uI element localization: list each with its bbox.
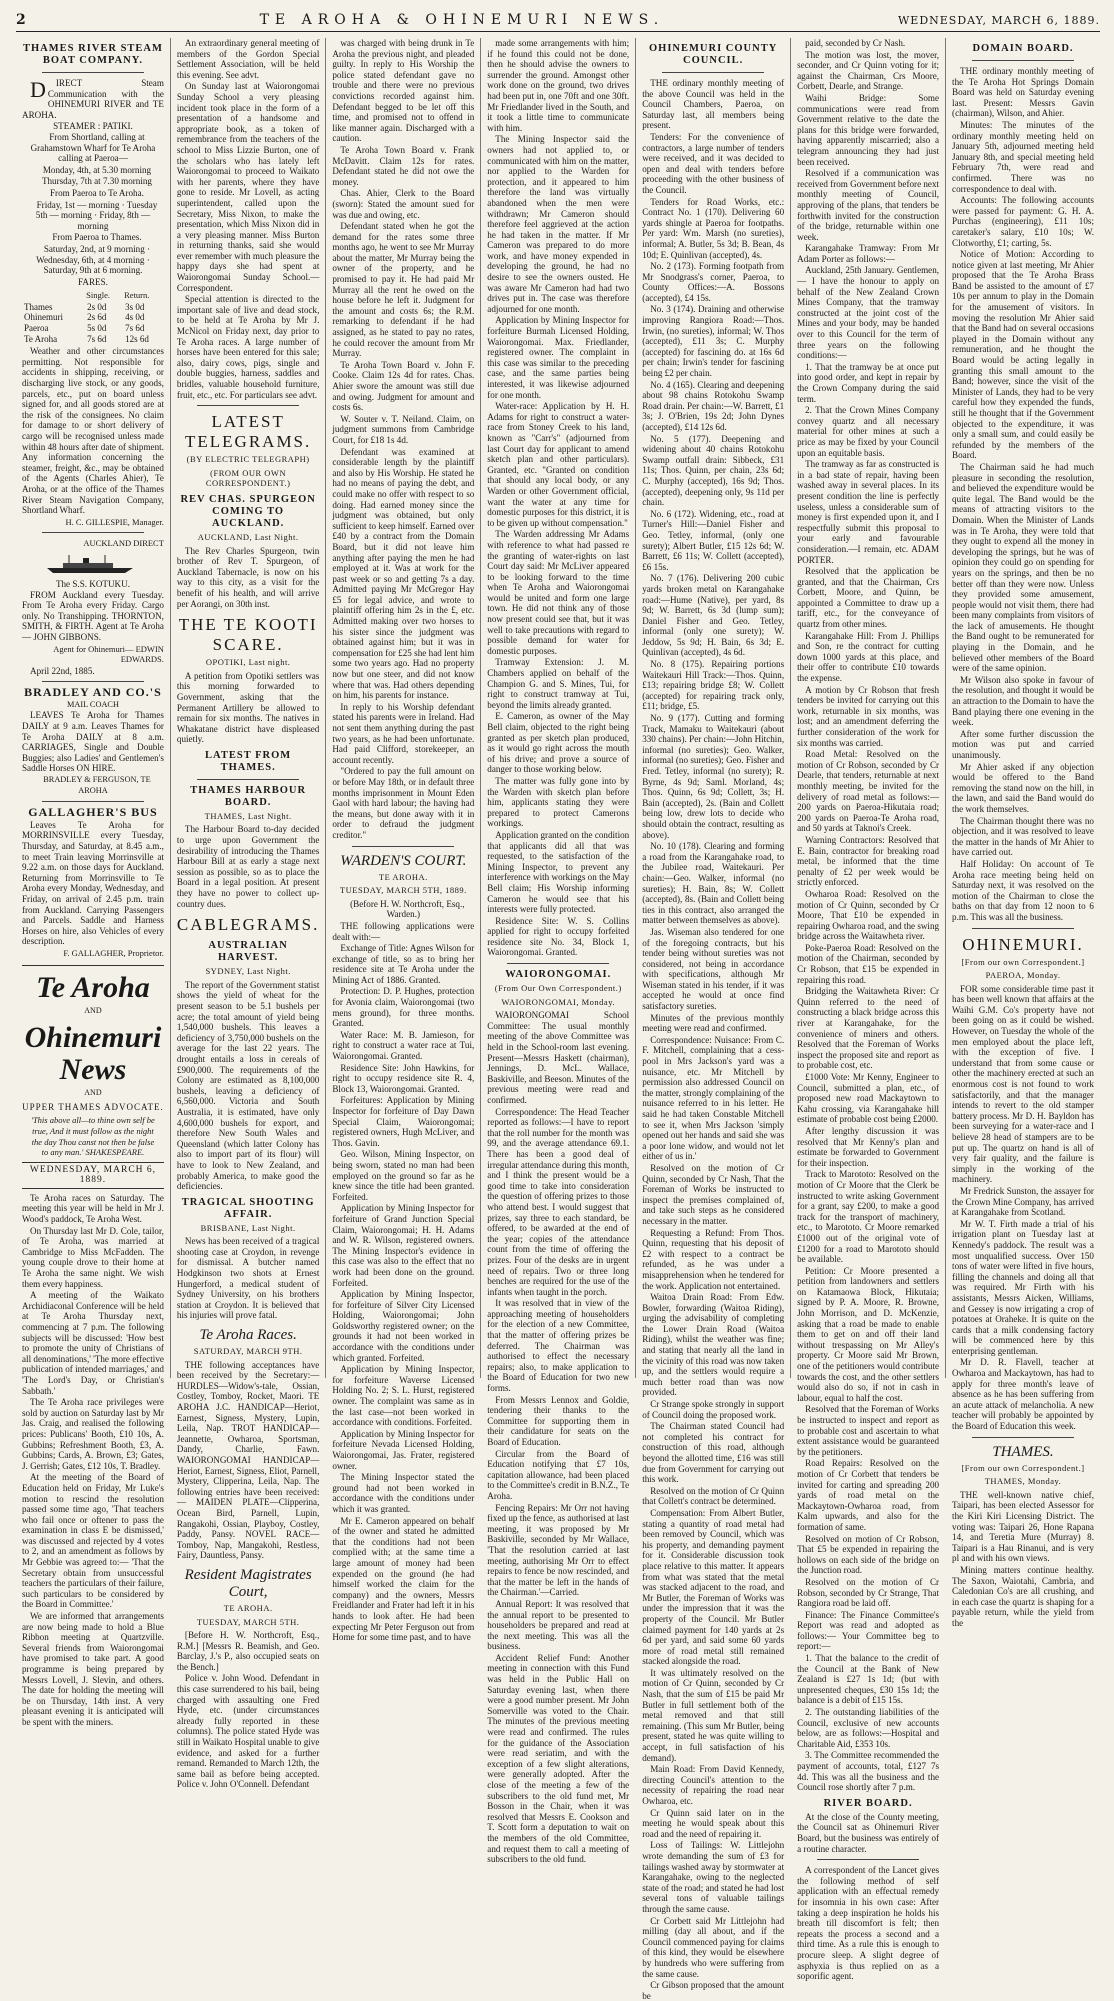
columns [16, 38, 1100, 2001]
local-news-item: Te Aroha races on Saturday. The meeting this year will be held in Mr J. Wood's paddock, Te Aroha West. [22, 1192, 164, 1225]
latest-telegrams-heading: LATEST TELEGRAMS. [185, 412, 312, 452]
council-paragraph: Auckland, 25th January. Gentlemen,— I have the honour to apply on behalf of the New Zealand Crown Mines Company, that the tramway constructed at the joint cost of the Mines and your body, may be handed over to this Council for the term of three years on the following conditions:— [797, 265, 940, 361]
council-paragraph: A motion by Cr Robson that fresh tenders be invited for carrying out this work, returnable in six months, was lost; and an amendment deferring the further consideration of the work for six months was carried. [797, 684, 940, 748]
council-paragraph: Tenders for Road Works, etc.: Contract No. 1 (170). Delivering 60 yards shingle at Paeroa for footpaths. Per yard: Wm. Marsh (no sureties), informal; A. Butler, 5s 3d; B. Bean, 4s 10d; E. Quinlivan (accepted), 4s. [642, 196, 785, 260]
council-paragraph: 3. The Committee recommended the payment of accounts, total, £127 7s 4d. This was all the business and the Council rose shortly after 7 p.m. [797, 1750, 940, 1793]
fares-cell: 2s 0d [87, 301, 107, 312]
wardens-paragraph: Application by Mining Inspector for forfeiture of Grand Junction Special Claim, Waiorongomai; H. H. Adams and W. R. Wilson, registered owners. The Mining Inspector's evidence in this case was also to the effect that no work had been done on the ground. Forfeited. [332, 1203, 475, 1288]
latest-telegrams-sub: (FROM OUR OWN CORRESPONDENT.) [205, 467, 291, 489]
shooting-heading: TRAGICAL SHOOTING AFFAIR. [181, 1196, 315, 1220]
waiorongomai-sub: (From Our Own Correspondent.) [494, 983, 622, 994]
divider [42, 532, 144, 533]
wardens-paragraph: made some arrangements with him; if he found this could not be done, then he should advise the owners to surrender the ground. Amongst other work done on the ground, two drives had been put in, one 70ft and one 30ft. Mr Friedlander lived in the South, and it took a little time to communicate with him. [487, 38, 630, 133]
council-paragraph: No. 6 (172). Widening, etc., road at Turner's Hill:—Daniel Fisher and Geo. Tetley, informal, (only one surety); Albert Butler, £15 12s 6d; W. Barrett, £6 11s; W. Collett (accepted), £6 15s. [642, 508, 785, 572]
wardens-paragraph: Geo. Wilson, Mining Inspector, on being sworn, stated no man had been employed on the ground so far as he knew since the title had been granted. Forfeited. [332, 1149, 475, 1202]
wardens-court-before: (Before H. W. Northcroft, Esq., Warden.) [350, 898, 465, 920]
fares-cell: Paeroa [24, 323, 49, 334]
gallagher-heading: GALLAGHER'S BUS [28, 805, 158, 820]
shooting-text: News has been received of a tragical shooting case at Croydon, in revenge for dismissal. A butcher named Hodgkinson two shots at Ernest Hungerford, a medical student of Sydney University, on his brothers station at Croydon. It is believed that his injuries will prove fatal. [176, 1236, 320, 1321]
waiorongomai-paragraph: Accident Relief Fund: Another meeting in connection with this Fund was held in the Public Hall on Saturday evening last, when there were a good number present. Mr John Somerville was voted to the Chair. The minutes of the previous meeting were read and confirmed. The rules for the guidance of the Association were read seriatim, and with the exception of a few slight alterations, were generally adopted. After the close of the meeting a few of the subscribers to the old fund met, Mr Bosson in the Chair, when it was resolved that Messrs E. Cookson and T. Scott form a deputation to wait on the members of the old Committee, and request them to call a meeting of subscribers to the old fund. [487, 1652, 630, 1865]
council-paragraph: No. 7 (176). Delivering 200 cubic yards broken metal on Karangahake road:—Hume (Native), per yard, 8s 9d; W. Barrett, 6s 3d (lump sum); Daniel Fisher and Geo. Tetley, informal (only one surety); W. Jeddow, 5s 9d; H. Bain, 6s 3d; E. Quinlivan (accepted), 4s 6d. [642, 573, 785, 658]
steamship-icon [43, 553, 143, 575]
wardens-paragraph: Residence Site: John Hawkins, for right to occupy residence site R. 4, Block 13, Waiorongomai. Granted. [332, 1062, 475, 1094]
drop-cap: D [30, 77, 46, 102]
court-paragraph: Te Aroha Town Board v. Frank McDavitt. Claim 12s for rates. Defendant stated he did not owe the money. [332, 144, 475, 187]
council-paragraph: Karangahake Tramway: From Mr Adam Porter as follows:— [797, 243, 940, 264]
spurgeon-place: AUCKLAND, Last Night. [197, 531, 299, 542]
council-paragraph: Track to Marototo: Resolved on the motion of Cr Moore that the Clerk be instructed to write asking Government for a grant, say £200, to make a good track for the transport of machinery, etc., to Marototo. Cr Moore remarked £1000 out of the original vote of £1200 for a road to Marototo should be available. [797, 1169, 940, 1265]
fares-col-header: Return. [124, 290, 150, 301]
fares-cell: 7s 6d [87, 333, 107, 344]
harvest-text: The report of the Government statist shows the yield of wheat for the present season to be 5.1 bushels per acre; the total amount of yield being 1,540,000 bushels. This leaves a deficiency of 3,750,000 bushels on the average for the last 22 years. The drought entails a loss in cereals of £900,000. The requirements of the Colony are estimated as 8,100,000 bushels, leaving a deficiency of 6,560,000. Victoria and South Australia, it is estimated, have only 4,600,000 bushels for export, and therefore New South Wales and Queensland (which latter Colony has also to import part of its flour) will have to look to New Zealand, and probably America, to make good the deficiencies. [176, 979, 320, 1192]
latest-telegrams-sub: (BY ELECTRIC TELEGRAPH) [186, 454, 310, 465]
council-paragraph: Correspondence: Nuisance: From C. F. Mitchell, complaining that a cess-pool in Mrs Jackson's yard was a nuisance, etc. Mr Mitchell by permission also addressed Council on the matter, strongly complaining of the nuisance referred to in his letter. He said he had taken Constable Mitchell to see it, when Mrs Jackson 'simply opened out her hands and said she was a poor lone widow, and would not let either of us in.' [642, 1034, 785, 1162]
ohinemuri-paragraph: Mr Fredrick Sunston, the assayer for the Crown Mine Company, has arrived at Karangahake from Scotland. [952, 1185, 1094, 1218]
local-news-item: A meeting of the Waikato Archidiaconal Conference will be held at Te Aroha Thursday next, commencing at 7 p.m. The following subjects will be discussed: 'How best to promote the unity of Christians of all denominations,' 'The more effective publication of intended marriages,' and 'The Lord's Day, or Christian's Sabbath.' [22, 1290, 164, 1396]
court-paragraph: was charged with being drunk in Te Aroha the previous night, and pleaded guilty. In reply to His Worship the police stated defendant gave no trouble and there were no previous convictions recorded against him. Defendant begged to be let off this time, and promised not to offend in like manner again. Discharged with a caution. [332, 38, 475, 144]
waiorongomai-paragraph: Annual Report: It was resolved that the annual report to be presented to householders be prepared and read at the next meeting. This was all the business. [487, 1598, 630, 1652]
council-paragraph: Finance: The Finance Committee's Report was read and adopted as follows:— Your Committee beg to report:— [797, 1609, 940, 1652]
table-row [22, 302, 164, 313]
ohinemuri-place: PAEROA, Monday. [985, 970, 1061, 981]
wardens-paragraph: Mr E. Cameron appeared on behalf of the owner and stated he admitted that the conditions had not been complied with; at the same time a large amount of money had been expended on the ground (he had himself worked the claim for the company) and the owners, Messrs Freidlander and Frater had left it in his hands to look after. He had been expecting Mr Peter Ferguson out from Home for some time past, and to have [332, 1515, 475, 1643]
wardens-paragraph: Residence Site: W. S. Collins applied for right to occupy forfeited residence site No. 34, Block 1, Waiorongomai. Granted. [487, 915, 630, 958]
waiorongomai-heading: WAIORONGOMAI. [505, 969, 612, 981]
steam-boat-heading: THAMES RIVER STEAM BOAT COMPANY. [22, 43, 163, 66]
races-date: SATURDAY, MARCH 9TH. [193, 1346, 303, 1357]
wardens-paragraph: Application by Mining Inspector for forfeiture Nevada Licensed Holding, Waiorongomai, Jas. Frater, registered owner. [332, 1428, 475, 1471]
council-paragraph: The motion was lost, the mover, seconder, and Cr Quinn voting for it; against the Chairman, Crs Moore, Corbett, Dearle, and Strange. [797, 49, 940, 92]
harvest-heading: AUSTRALIAN HARVEST. [208, 940, 288, 964]
schedule-line: From Paeroa to Thames. [52, 232, 142, 243]
bradley-subheading: MAIL COACH [66, 699, 119, 709]
divider [507, 963, 609, 964]
domain-paragraph: The Chairman thought there was no objection, and it was resolved to leave the matter in the hands of Mr Ahier to have carried out. [952, 815, 1094, 858]
divider [42, 801, 144, 802]
schedule-line: From Shortland, calling at Grahamstown Wharf for Te Aroha calling at Paeroa— [30, 131, 156, 164]
gallagher-signature: F. GALLAGHER, Proprietor. [63, 947, 164, 958]
wardens-paragraph: The Mining Inspector said the owners had not applied to, or communicated with him on the matter, nor applied to the Warden for protection, and it appeared to him therefore the land was virtually abandoned when the men were withdrawn; Mr Cameron should therefore feel aggrieved at the action he had taken in the matter. If Mr Cameron was prepared to do more work, and have money expended in developing the ground, he had no desire to see the owners ousted. He was aware Mr Cameron had had two drives put in. The case was therefore adjourned for one month. [487, 134, 630, 314]
domain-paragraph: Mr Wilson also spoke in favour of the resolution, and thought it would be an attraction to the Domain to have the Band playing there one evening in the week. [952, 674, 1094, 728]
domain-paragraph: THE ordinary monthly meeting of the Te Aroha Hot Springs Domain Board was held on Saturday evening last. Present: Messrs Gavin (chairman), Wilson, and Ahier. [952, 66, 1094, 119]
council-paragraph: Road Metal: Resolved on the motion of Cr Robson, seconded by Cr Dearle, that tenders, returnable at next monthly meeting, be invited for the delivery of road metal as follows:—200 yards on Paeroa-Hikutaia road; 200 yards on Paeroa-Te Aroha road, and 50 yards at Taknoi's Creek. [797, 749, 940, 834]
rm-court-date: TUESDAY, MARCH 5TH. [196, 1616, 300, 1627]
fares-cell: 4s 0d [125, 312, 145, 323]
thames-paragraph: Mining matters continue healthy. The Saxon, Waiotahi, Cambria, and Caledonian Co's are all crushing, and in each case the quartz is shaping for a payable return, while the yield from the [952, 1564, 1094, 1628]
river-board-heading: RIVER BOARD. [823, 1797, 913, 1809]
bradley-text: LEAVES Te Aroha for Thames DAILY at 9 a.m. Leaves Thames for Te Aroha DAILY at 8 a.m. CARRIAGES, Single and Double Buggies; also Ladies' and Gentlemen's Saddle Horses ON HIRE. [22, 710, 164, 774]
council-paragraph: 1. That the tramway be at once put into good order, and kept in repair by the Crown Company during the said term. [797, 361, 940, 404]
fares-cell: Te Aroha [24, 333, 58, 344]
local-news-item: The Te Aroha race privileges were sold by auction on Saturday last by Mr Jas. Craig, and realised the following prices: Publicans' Booth, £10 10s, A. Gubbins; Refreshment Booth, £3, A. Gubbins; Cards, A. Brown, £3; Gates, J. Gerrish; Gates, £12 10s, T. Bradley. [22, 1397, 164, 1471]
council-paragraph: Requesting a Refund: From Thos. Quinn, requesting that his deposit of £2 with respect to a contract be refunded, as he was under a misapprehension when he tendered for the work. Application not entertained. [642, 1227, 785, 1291]
domain-paragraph: The Chairman said he had much pleasure in seconding the resolution, and believed the expenditure would be quite legal. The Band would be the means of attracting visitors to the Domain. When the Minister of Lands was in Te Aroha, they were told that they ought to expend all the money in developing the springs, but he was of opinion they could go on spending for years on the springs, and then be no better off than they were now. Unless they provided some amusement, people would not visit them, there had been many complaints from visitors of the lack of amusements. He thought the Band ought to be remunerated for playing in the Domain, and he believed other members of the Board were of the same opinion. [952, 461, 1094, 674]
schedule-line: From Paeroa to Te Aroha. [50, 187, 144, 198]
local-news-item: At the meeting of the Board of Education held on Friday, Mr Luke's motion to rescind the resolution passed some time ago, 'That teachers who fail once or oftener to pass the examination in class E be dismissed,' was discussed and rejected by 4 votes to 2, and an amendment as follows by Mr Gebbie was agreed to:— 'That the Secretary obtain from unsuccessful teachers the particulars of their failure, such particulars to be considered by the Board in Committee.' [22, 1472, 164, 1610]
wardens-court-heading: WARDEN'S COURT. [340, 852, 467, 869]
column-1 [16, 38, 171, 1727]
spurgeon-text: The Rev Charles Spurgeon, twin brother of Rev T. Spurgeon, of Auckland Tabernacle, is now on his way to this city, as a visit for the benefit of his health, and will arrive per Aorangi, on 30th inst. [176, 545, 320, 609]
harvest-place: SYDNEY, Last Night. [205, 966, 291, 977]
rm-court-text: Police v. John Wood. Defendant in this case surrendered to his bail, being charged with assaulting one Fred Hyde, etc. (under circumstances already fully reported in these columns). The police stated Hyde was still in Waikato Hospital unable to give evidence, and asked for a further remand. Remanded to March 12th, the same bail as before being accepted. Police v. John O'Connell. Defendant [176, 1673, 320, 1790]
news-paragraph: On Sunday last at Waiorongomai Sunday School a very pleasing incident took place in the form of a presentation of a handsome and appropriate book, as a token of remembrance from the teachers of the school to Miss Lizzie Burton, one of the scholars who has lately left Waiorongomai to proceed to Waikato with her parents, where they have gone to reside. Mr Lovell, as acting superintendent, called upon the Secretary, Miss Nixon, to make the presentation, which Miss Nixon did in a very pleasing manner. Miss Burton in returning thanks, said she would ever remember with much pleasure the happy days she had spent at Waiorongomai Sunday School.—Correspondent. [176, 81, 320, 293]
court-paragraph: "Ordered to pay the full amount on or before May 18th, or in default three months imprisonment in Mount Eden Gaol with hard labour; the having had the means, but done away with it in order to defraud the judgment creditor." [332, 766, 475, 840]
council-paragraph: Waihi Bridge: Some communications were read from Government relative to the date the plans for this bridge were forwarded, having apparently miscarried; also a telegram announcing they had just been received. [797, 92, 940, 167]
fares-cell: 5s 0d [87, 323, 107, 334]
wardens-paragraph: The Warden addressing Mr Adams with reference to what had passed re the granting of water-rights on last Court day said: Mr McLiver appeared to be looking forward to the time when Te Aroha and Waiorongomai would be united and form one large town. He did not think any of those now present could see that, but it was well to take precautions with regard to possible demand for water for domestic purposes. [487, 529, 630, 656]
council-paragraph: No. 3 (174). Draining and otherwise improving Rangiora Road:—Thos. Irwin, (no sureties), informal; W. Thos (accepted), £11 3s; C. Murphy (accepted) for fascining do. at 16s 6d per chain; Irwin's tender for fascining being £2 per chain. [642, 304, 785, 379]
issue-date: WEDNESDAY, MARCH 6, 1889. [898, 14, 1100, 27]
thames-heading: THAMES. [992, 1443, 1054, 1460]
harbour-board-place: THAMES, Last Night. [204, 810, 292, 821]
council-paragraph: The tramway as far as constructed is in a bad state of repair, having been washed away in several places. In its present condition the line is perfectly useless, unless a considerable sum of money is first expended upon it, and I respectfully submit this proposal to your early and favourable consideration.—I remain, etc. ADAM PORTER. [797, 459, 940, 565]
table-row [22, 312, 164, 323]
council-paragraph: Owharoa Road: Resolved on the motion of Cr Quinn, seconded by Cr Moore, That £10 be expended in repairing Owharoa road, and the swing bridge across the Waitawheta river. [797, 888, 940, 942]
wardens-paragraph: Forfeitures: Application by Mining Inspector for forfeiture of Day Dawn Special Claim, Waiorongomai; registered owners, Hugh McLiver, and Thos. Gavin. [332, 1095, 475, 1148]
nameplate-te-aroha: Te Aroha [36, 970, 150, 1004]
wardens-paragraph: The Mining Inspector stated the ground had not been worked in accordance with the conditions under which it was granted. [332, 1472, 475, 1514]
wardens-paragraph: Application by Mining Inspector, for forfeiture of Silver City Licensed Holding, Waiorongomai; John Goldsworthy registered owner; on the grounds it had not been worked in accordance with the conditions under which granted. Forfeited. [332, 1289, 475, 1363]
harbour-board-heading: THAMES HARBOUR BOARD. [190, 784, 307, 808]
wardens-paragraph: Application by Mining Inspector for forfeiture Burmah Licensed Holding, Waiorongomai. Max. Friedlander, registered owner. The complaint in this case was similar to the preceding case, and the same parties being interested, it was likewise adjourned for one month. [487, 315, 630, 400]
divider [352, 846, 454, 847]
council-paragraph: Resolved on the motion of Cr Robson, seconded by Cr Strange, That Rangiora road be laid off. [797, 1576, 940, 1609]
council-paragraph: Road Repairs: Resolved on the motion of Cr Corbett that tenders be invited for carting and spreading 200 yards of road metal on the Mackaytown-Owharoa road, from Kalm upwards, and also for the formation of same. [797, 1458, 940, 1532]
court-paragraph: In reply to his Worship defendant stated his parents were in Ireland. Had not sent them anything during the past two years, as he had been unfortunate. Had paid Clifford, storekeeper, an account recently. [332, 701, 475, 765]
column-7 [946, 38, 1100, 1628]
council-paragraph: Resolved that the Foreman of Works be instructed to inspect and report as to probable cost and ascertain to what extent assistance would be guaranteed by the petitioners. [797, 1404, 940, 1457]
fares-cell: Ohinemuri [24, 312, 63, 323]
fares-table [22, 289, 164, 344]
table-row [22, 323, 164, 334]
bradley-signature: BRADLEY & FERGUSON, TE AROHA [43, 775, 151, 795]
ohinemuri-heading: OHINEMURI. [962, 934, 1084, 954]
schedule-line: Thursday, 7th at 7.30 morning [41, 176, 152, 187]
harbour-board-text: The Harbour Board to-day decided to urge upon Government the desirability of introducing the Thames Harbour Bill at as early a stage next session as possible, so as to place the Board in a legal position. At present they have no power to collect up-country dues. [176, 824, 320, 909]
domain-paragraph: Notice of Motion: According to notice given at last meeting, Mr Ahier proposed that the Te Aroha Brass Band be assisted to the amount of £7 10s per annum to play in the Domain for the amusement of visitors. In moving the resolution Mr Ahier said that the Band had on several occasions played in the Domain without any remuneration, and he thought the Board would be acting legally in granting this small amount to the Band; however, since the visit of the Minister of Lands, they had to be very careful how they expended the funds, still he thought that if the Government objected to the expenditure, it was only a small sum, and could easily be refunded by the members of the Board. [952, 249, 1094, 461]
domain-board-heading: DOMAIN BOARD. [972, 43, 1074, 54]
races-text: THE following acceptances have been received by the Secretary:— HURDLES—Widow's-tale, Ossian, Costley, Tomboy, Rocket, Maori. TE AROHA J.C. HANDICAP—Heriot, Earnest, Signess, Mystery, Lupin, Leila, Nap. TROT HANDICAP—Jeannette, Owharoa, Sportsman, Dandy, Charlie, Fawn. WAIORONGOMAI HANDICAP—Heriot, Earnest, Signess, Eliot, Parnell, Mystery, Clipperina, Leila, Nap. The following entries have been received:— MAIDEN PLATE—Clipperina, Ocean Bird, Parnell, Lupin, Rangakohi, Ossian, Playboy, Costley, Paddy, Pansy. NOVEL RACE—Tomboy, Nap, Mangakohi, Restless, Fairy, Dauntless, Pansy. [176, 1359, 320, 1561]
fares-col-header [22, 289, 85, 302]
wardens-paragraph: Application granted on the condition that applicants did all that was requested, to the satisfaction of the Mining Inspector, to prevent any interference with workings on the May Bell claim; His Worship informing Cameron he would see that his interests were fully protected. [487, 829, 630, 915]
editorial-dateline: WEDNESDAY, MARCH 6, 1889. [22, 1162, 164, 1189]
nameplate-motto: 'This above all—to thine own self be true, And it must follow as the night the day Thou canst not then be false to any man.' SHAKESPEARE. [31, 1115, 155, 1158]
page-number: 2 [16, 12, 26, 28]
waiorongomai-paragraph: Correspondence: The Head Teacher reported as follows:—I have to report that the roll number for the month was 99, and the average attendance 69.1. There has been a good deal of irregular attendance during this month, and I think the present would be a good time to take into consideration the question of offering prizes to those who attend best. I would suggest that prizes, say three to each standard, be offered, to be awarded at the end of the year; copies of the attendance count from the time of offering the prizes. Four of the desks are in urgent need of repairs. Two or three long benches are required for the use of the infants when taught in the porch. [487, 1106, 630, 1297]
council-paragraph: No. 2 (173). Forming footpath from Mr Snodgrass's corner, Paeroa, to County Offices:—A. Bossons (accepted), £4 15s. [642, 261, 785, 303]
wardens-paragraph: Water-race: Application by H. H. Adams for right to construct a water-race from Stoney Creek to his land, known as "Carr's" (adjourned from last Court day for applicant to amend sketch plan and other particulars). Granted, etc. "Granted on condition that should any local body, or any Warden or other Government official, want the water at any time for domestic purposes for this district, it is to be given up without compensation." [487, 401, 630, 528]
page-header [16, 12, 1100, 32]
council-paragraph: Resolved if a communication was received from Government before next monthly meeting of Council, approving of the plans, that tenders be forthwith invited for the construction of the bridge, returnable within one week. [797, 168, 940, 242]
nameplate-advocate: UPPER THAMES ADVOCATE. [22, 1101, 164, 1112]
waiorongomai-place: WAIORONGOMAI, Monday. [501, 996, 616, 1007]
auckland-date: April 22nd, 1885. [30, 665, 95, 676]
column-3 [326, 38, 481, 1643]
races-heading: Te Aroha Races. [199, 1327, 297, 1344]
county-council-heading: OHINEMURI COUNTY COUNCIL. [649, 43, 778, 66]
te-kooti-heading: THE TE KOOTI SCARE. [178, 615, 318, 655]
auckland-agent: Agent for Ohinemuri— EDWIN EDWARDS. [53, 643, 164, 665]
council-paragraph: Resolved on the motion of Cr Quinn, seconded by Cr Nash, That the Foreman of Works be instructed to inspect the premises complained of, and take such steps as he considered necessary in the matter. [642, 1162, 785, 1226]
fares-cell: 2s 6d [87, 312, 107, 323]
court-paragraph: Defendant stated when he got the demand for the rates some three months ago, he went to see Mr Murray about the matter, Mr Murray being the owner of the property, and he promised to pay it. He had paid Mr Murray all the rent he owed on the house before he left it. Judgment for the amount and costs 6s; the R.M. remarking to defendant if he had assigned, as he stated to pay no rates, he could recover the amount from Mr Murray. [332, 221, 475, 359]
rm-court-before: [Before H. W. Northcroft, Esq., R.M.] [Messrs R. Beamish, and Geo. Barclay, J.'s P., also occupied seats on the Bench.] [176, 1630, 320, 1672]
waiorongomai-paragraph: It was resolved that in view of the approaching meeting of householders for the election of a new Committee, that the matter of offering prizes be deferred. The Chairman was authorised to effect the necessary repairs; also, to make application to the Board of Education for two new forms. [487, 1298, 630, 1394]
wardens-paragraph: Tramway Extension: J. M. Chambers applied on behalf of the Champion G. and S. Mines, Tui, for right to construct tramway at Tui, beyond the limits already granted. [487, 657, 630, 710]
council-paragraph: It was ultimately resolved on the motion of Cr Quinn, seconded by Cr Nash, that the sum of £15 be paid Mr Butler in full settlement both of the metal removed and that still remaining. (This sum Mr Butler, being present, stated he was quite willing to accept, in full satisfaction of his demand). [642, 1667, 785, 1763]
spurgeon-heading: REV CHAS. SPURGEON COMING TO AUCKLAND. [180, 493, 316, 529]
council-paragraph: THE ordinary monthly meeting of the above Council was held in the Council Chambers, Paeroa, on Saturday last, all members being present. [642, 78, 785, 131]
waiorongomai-paragraph: Circular from the Board of Education notifying that £7 10s, capitation allowance, had been placed to the Committee's credit in B.N.Z., Te Aroha. [487, 1448, 630, 1501]
court-paragraph: Defendant was examined at considerable length by the plaintiff and also by His Worship. He stated he had no means of paying the debt, and could make no offer with respect to so doing. Had earned money since the judgment was obtained, but only sufficient to keep himself. Earned over £40 by a contract from the Domain Board, but it did not leave him anything after paying the men he had employed at it. Was at work for the past week or so and getting 7s a day. Admitted paying Mr McGregor Hay £5 for legal advice, and wrote to plaintiff offering him 2s in the £, etc. Admitted making over two horses to his sister since the judgment was obtained against him; but it was in compensation for £25 she had lent him some two years ago. Had no property now but one steer, and did not know where that was. Had others depending on him, his parents for instance. [332, 446, 475, 701]
ohinemuri-paragraph: FOR some considerable time past it has been well known that affairs at the Waihi G.M. Co's property have not been going on as it could be wished. However, on Tuesday the whole of the men employed about the place left, with the exception of five. I understand that from some cause or other the machinery erected at such an enormous cost is not found to work satisfactorily, and that the manager intends to revert to the old stamper battery process. Mr D. H. Bayldon has been surveying for a water-race and I believe 28 head of stampers are to be put up. The quartz on hand is all of very fair quality, and the failure is simply in the working of the machinery. [952, 983, 1094, 1185]
wardens-court-date: TUESDAY, MARCH 5TH, 1889. [339, 885, 467, 896]
auckland-direct-heading: AUCKLAND DIRECT [83, 538, 164, 549]
column-6 [791, 38, 946, 1982]
court-paragraph: W. Souter v. T. Neiland. Claim, on judgment summons from Cambridge Court, for £18 1s 4d. [332, 413, 475, 445]
local-news-item: We are informed that arrangements are now being made to hold a Blue Ribbon meeting at Quartzville. Several friends from Waiorongomai have promised to take part. A good programme is being prepared by Messrs Lovell, J. Slevin, and others. The date for holding the meeting will be on Thursday, 14th inst. A very pleasant evening it is anticipated will be spent with the miners. [22, 1611, 164, 1727]
ohinemuri-paragraph: Mr D. R. Flavell, teacher at Owharoa and Mackaytown, has had to apply for three month's leave of absence as he has been suffering from an acute attack of melancholia. A new teacher will probably be appointed by the Board of Education this week. [952, 1357, 1094, 1432]
wardens-paragraph: THE following applications were dealt with:— [332, 920, 475, 942]
fares-cell: 7s 6d [125, 323, 145, 334]
council-paragraph: Poke-Paeroa Road: Resolved on the motion of the Chairman, seconded by Cr Robson, that £15 be expended in repairing this road. [797, 942, 940, 985]
waiorongomai-paragraph: From Messrs Lennox and Goldie, tendering their thanks to the Committee for supporting them in their candidature for seats on the Board of Education. [487, 1394, 630, 1447]
fares-header-row [22, 289, 164, 302]
wardens-paragraph: Application by Mining Inspector, for forfeiture Waverse Licensed Holding No. 2; S. L. Hurst, registered owner. The complaint was same as in the last case—not been worked in accordance with conditions. Forfeited. [332, 1364, 475, 1428]
newspaper-title: TE AROHA & OHINEMURI NEWS. [259, 12, 665, 28]
council-paragraph: Cr Quinn said later on in the meeting he would speak about this road and the need of repairing it. [642, 1807, 785, 1839]
wardens-paragraph: Protection: D. P. Hughes, protection for Avonia claim, Waiorongomai (two mens ground), for three months. Granted. [332, 986, 475, 1029]
council-paragraph: paid, seconded by Cr Nash. [805, 38, 906, 48]
council-paragraph: After lengthy discussion it was resolved that Mr Kenny's plan and estimate be forwarded to Government for their inspection. [797, 1125, 940, 1168]
council-paragraph: Resolved on the motion of Cr Quinn that Collett's contract be determined. [642, 1485, 785, 1507]
te-kooti-place: OPOTIKI, Last night. [205, 657, 291, 668]
council-paragraph: Main Road: From David Kennedy, directing Council's attention to the necessity of repairing the road near Owharoa, etc. [642, 1764, 785, 1806]
wardens-paragraph: Water Race: M. B. Jamieson, for right to construct a water race at Tui, Waiorongomai. Granted. [332, 1029, 475, 1062]
fares-cell: Thames [24, 301, 53, 312]
column-4 [481, 38, 636, 1865]
divider [42, 72, 144, 73]
divider [972, 60, 1074, 61]
council-paragraph: Petition: Cr Moore presented a petition from landowners and settlers on Katamaowa Block, Hikutaia; signed by P. A. Moore, R. Browne, John Morrison, and D. McKenzie, asking that a road be made to enable them to get on and off their land without trespassing on Mr Alley's property. Cr Moore said Mr Brown, one of the petitioners would contribute towards the cost, and the other settlers would also do so, if not in cash in labour, equal to half the cost. [797, 1265, 940, 1403]
council-paragraph: Waitoa Drain Road: From Edw. Bowler, forwarding (Waitoa Riding), urging the advisability of completing the Lower Drain Road (Waitoa Riding), whilst the weather was fine; and stating that nearly all the land in the vicinity of this road was now taken up, and the settlers would require a much better road than was now provided. [642, 1292, 785, 1398]
court-paragraph: Te Aroha Town Board v. John F. Cooke. Claim 12s 4d for rates. Chas. Ahier swore the amount was still due and owing. Judgment for amount and costs 6s. [332, 359, 475, 413]
steam-intro: D IRECT Steam Communication with the OHINEMURI RIVER and TE AROHA. [22, 77, 164, 120]
rm-court-heading: Resident Magistrates Court, [184, 1566, 312, 1600]
domain-paragraph: Mr Ahier asked if any objection would be offered to the Band removing the stand now on the hill, in the lawn, and said the Band would do the work themselves. [952, 761, 1094, 814]
wardens-court-place: TE AROHA. [378, 871, 428, 882]
council-paragraph: The Chairman stated Council had not completed his contract for construction of this road, although beyond the allotted time, £16 was still due from Government for carrying out this work. [642, 1421, 785, 1485]
council-paragraph: Cr Strange spoke strongly in support of Council doing the proposed work. [642, 1399, 785, 1420]
schedule-line: Monday, 4th, at 5.30 morning [42, 164, 152, 175]
wardens-paragraph: E. Cameron, as owner of the May Bell claim, objected to the right being granted as per sketch plan produced, as it would go right across the mouth of his drive; and prove a source of danger to those working below. [487, 711, 630, 775]
council-paragraph: 2. That the Crown Mines Company convey quartz and all necessary material for other mines at such a price as may be fixed by your Council upon an equitable basis. [797, 405, 940, 458]
gallagher-text: Leaves Te Aroha for MORRINSVILLE every Tuesday, Thursday, and Saturday, at 8.45 a.m., to meet Train leaving Morrinsville at 9.22 a.m. on those days for Auckland. Returning from Morrinsville to Te Aroha every Monday, Wednesday, and Friday, on arrival of 2.45 p.m. train from Auckland. Carrying Passengers and Parcels. Saddle and Harness Horses on hire, also Vehicles of every description. [22, 819, 164, 947]
rm-court-place: TE AROHA. [223, 1602, 273, 1613]
council-paragraph: Resolved on motion of Cr Robson, That £5 be expended in repairing the hollows on each side of the bridge on the Junction road. [797, 1533, 940, 1576]
table-row [22, 334, 164, 345]
steam-notice: Weather and other circumstances permitting. Not responsible for accidents in shipping, receiving, or discharging live stock, or any goods, parcels, etc., put on board unless signed for, and all goods stored are at the risk of the consignees. No claim for damage to or short delivery of cargo will be recognised unless made within 48 hours after date of shipment. Any information concerning the steamer, freight, &c., may be obtained of the Agents (Charles Ahier), Te Aroha, or at the office of the Thames River Steam Navigation Company, Shortland Wharf. [22, 346, 164, 516]
news-paragraph: An extraordinary general meeting of members of the Gordon Special Settlement Association, will be held this evening. See advt. [176, 38, 320, 80]
divider [42, 681, 144, 682]
council-paragraph: Tenders: For the convenience of contractors, a large number of tenders were received, and it was decided to open and deal with tenders before proceeding with the other business of the Council. [642, 131, 785, 195]
thames-place: THAMES, Monday. [984, 1476, 1062, 1487]
thames-sub: [From our own Correspondent.] [961, 1462, 1085, 1473]
bradley-heading: BRADLEY AND CO.'S [24, 685, 162, 700]
council-paragraph: Compensation: From Albert Butler, stating a quantity of road metal had been removed by Council, which was his property, and demanding payment for it. Considerable discussion took place relative to this matter. It appears from what was stated that the metal was stacked adjacent to the road, and Mr Butler, the Foreman of Works was under the impression that it was the property of the Council. Mr Butler claimed payment for 140 yards at 2s 6d per yard, and said some 60 yards more of road metal still remained stacked alongside the road. [642, 1507, 785, 1667]
fares-cell: 3s 0d [125, 301, 145, 312]
domain-paragraph: Accounts: The following accounts were passed for payment: G. H. A. Purchas (engineering), £11 10s; caretaker's salary, £10 10s; W. Clotworthy, £1; carting, 5s. [952, 195, 1094, 248]
ohinemuri-paragraph: Mr W. T. Firth made a trial of his irrigation plant on Tuesday last at Kennedy's paddock. The result was a most unqualified success. Over 150 tons of water were lifted in five hours, filling the channels and doing all that was required. Mr Firth with his assistants, Messrs Aicken, Williams, and Gessey is now irrigating a crop of potatoes at Oraheke. It is quite on the cards that a milk condensing factory will be commenced here by this enterprising gentleman. [952, 1218, 1094, 1356]
news-paragraph: Special attention is directed to the important sale of live and dead stock, to be held at Te Aroha by Mr J. McNicol on Friday next, day prior to Te Aroha races. A large number of horses have been entered for this sale; also, dairy cows, pigs, single and double buggies, harness, saddles and bridles, valuable household furniture, fruit, etc., etc. For particulars see advt. [176, 294, 320, 400]
divider [972, 928, 1074, 929]
council-paragraph: Resolved that the application be granted, and that the Chairman, Crs Corbett, Moore, and Quinn, be appointed a Committee to draw up a tariff, etc., for the conveyance of quartz from other mines. [797, 566, 940, 630]
schedule-line: Saturday, 2nd, at 9 morning · Wednesday, 6th, at 4 morning · Saturday, 9th at 6 morning. [36, 243, 151, 276]
council-paragraph: No. 9 (177). Cutting and forming Track, Mamaku to Waitekauri (about 330 chains). Per chain:—John Hitchin, informal (no sureties); Geo. Walker, informal (no sureties); Geo. Fisher and Fred. Tetley, informal (no surety); R. Byrne, 4s 9d; Saml. Morland, 4s; Thos. Quinn, 6s 9d; Collett, 3s; H. Bain (accepted), 2s. (Bain and Collett being low, drew lots to decide who should obtain the contract, resulting as above). [642, 713, 785, 840]
council-paragraph: Karangahake Hill: From J. Phillips and Son, re the contract for cutting down 1000 yards at this place, and their offer to contribute £10 towards the expense. [797, 630, 940, 684]
te-kooti-text: A petition from Opotiki settlers was this morning forwarded to Government, asking that the Permanent Artillery be allowed to remain for six months. The natives in Whakatane district have displeased quietly. [176, 670, 320, 745]
domain-paragraph: Minutes: The minutes of the ordinary monthly meeting held on January 5th, adjourned meeting held January 8th, and special meeting held February 7th, were read and confirmed. There was no correspondence to deal with. [952, 119, 1094, 194]
council-paragraph: £1000 Vote: Mr Kenny, Engineer to Council, submitted a plan, etc., of proposed new road Mackaytown to Kahu crossing, via Karangahake hill estimate of probable cost being £2000. [797, 1072, 940, 1125]
wardens-paragraph: Exchange of Title: Agnes Wilson for exchange of title, so as to bring her residence site at Te Aroha under the Mining Act of 1886. Granted. [332, 943, 475, 985]
divider [662, 72, 764, 73]
council-paragraph: 1. That the balance to the credit of the Council at the Bank of New Zealand is £27 1s 1d; (but with unpresented cheques, £30 15s 1d; the balance is a debit of £15 15s. [797, 1653, 940, 1706]
fares-heading: FARES. [78, 276, 108, 287]
column-5 [636, 38, 791, 2001]
waiorongomai-paragraph: WAIORONGOMAI School Committee: The usual monthly meeting of the above Committee was held in the School-room last evening. Present—Messrs Haskett (chairman), Jennings, D. McL. Wallace, Baskiville, and Beeson. Minutes of the previous meeting were read and confirmed. [487, 1010, 630, 1105]
council-paragraph: 2. The outstanding liabilities of the Council, exclusive of new accounts below, are as follows:—Hospital and Charitable Aid, £353 10s. [797, 1707, 940, 1749]
council-paragraph: Bridging the Waitawheta River: Cr Quinn referred to the need of constructing a black bridge across this river at Karangahake, for the convenience of miners and others. Resolved that the Foreman of Works inspect the proposed site and report as to probable cost, etc. [797, 986, 940, 1071]
steamer-name: STEAMER : PATIKI. [53, 121, 133, 132]
council-paragraph: Minutes of the previous monthly meeting were read and confirmed. [642, 1012, 785, 1034]
wardens-paragraph: The matter was fully gone into by the Warden with sketch plan before him, applicants stating they were prepared to protect Camerons workings. [487, 775, 630, 829]
divider [197, 405, 299, 406]
council-paragraph: Warning Contractors: Resolved that E. Bain, contractor for breaking road metal, be informed that the time penalty of £2 per week would be strictly enforced. [797, 834, 940, 888]
thames-paragraph: THE well-known native chief, Taipari, has been elected Assessor for the Kiri Kiri Licensing District. The voting was: Taipari 26, Hone Rapana 14, and Teretia Mure (Murray) 8. Taipari is a Hau Rinanui, and is very pl and with his own views. [952, 1489, 1094, 1564]
waiorongomai-paragraph: Fencing Repairs: Mr Orr not having fixed up the fence, as authorised at last meeting, it was proposed by Mr Baskiville, seconded by Mr Wallace, 'That the resolution carried at last meeting, authorising Mr Orr to effect repairs to fence be now rescinded, and that the matter be left in the hands of the Chairman.'—Carried. [487, 1502, 630, 1598]
council-paragraph: Jas. Wiseman also tendered for one of the foregoing contracts, but his tender being without sureties was not considered, not being in accordance with specifications, although Mr Wiseman stated in his tender, if it was accepted he would at once find satisfactory sureties. [642, 926, 785, 1012]
schedule-line: Friday, 1st — morning · Tuesday 5th — morning · Friday, 8th — morning [35, 199, 158, 231]
council-paragraph: Cr Corbett said Mr Littlejohn had milling (day all about, and if the Council commenced paying for claims of this kind, they would be elsewhere by hundreds who were suffering from the same cause. [642, 1915, 785, 1979]
steam-signature: H. C. GILLESPIE, Manager. [65, 516, 164, 527]
nameplate-ohinemuri-news: Ohinemuri News [24, 1021, 162, 1087]
divider [817, 1859, 919, 1860]
ohinemuri-sub: [From our own Correspondent.] [961, 956, 1085, 967]
council-paragraph: No. 10 (178). Clearing and forming a road from the Karangahake road, to the Jubilee road, Waitekauri. Per chain:—Geo. Walker, informal (no sureties); H. Bain, 8s; W. Collett (accepted), 8s. (Bain and Collett being ties in this contract, also arranged the matter between themselves as above). [642, 841, 785, 926]
latest-from-thames-heading: LATEST FROM THAMES. [205, 749, 292, 773]
domain-paragraph: After some further discussion the motion was put and carried unanimously. [952, 728, 1094, 760]
river-board-text: At the close of the County meeting, the Council sat as Ohinemuri River Board, but the business was entirely of a routine character. [797, 1811, 940, 1854]
council-paragraph: Cr Gibson proposed that the amount be [642, 1980, 785, 2001]
divider [22, 965, 164, 966]
council-paragraph: No. 8 (175). Repairing portions Waitekauri Hill Track:—Thos. Quinn, £13; repairing bridge £8; W. Collett (accepted) for repairing track only, £11; bridge, £5. [642, 659, 785, 712]
lancet-paragraph: A correspondent of the Lancet gives the following method of self application with an effectual remedy for insomnia in his own case: After taking a deep inspiration he holds his breath till discomfort is felt; then repeats the process a second and a third time. As a rule this is enough to procure sleep. A slight degree of asphyxia is thus replied on as a soporific agent. [797, 1865, 940, 1982]
column-2 [171, 38, 326, 1790]
court-paragraph: Chas. Ahier, Clerk to the Board (sworn): Stated the amount sued for was due and owing, etc. [332, 188, 475, 220]
shooting-place: BRISBANE, Last Night. [200, 1222, 296, 1233]
nameplate-and: AND [84, 1088, 102, 1098]
council-paragraph: No. 5 (177). Deepening and widening about 40 chains Rotokohu Swamp outfall drain: Sibbeck, £31 11s; Thos. Quinn, per chain, 23s 6d; C. Murphy (accepted), 16s 9d; Thos. (accepted), deepening only, 9s 11d per chain. [642, 433, 785, 508]
local-news-item: On Thursday last Mr D. Cole, tailor, of Te Aroha, was married at Cambridge to Miss McFadden. The young couple drove to their home at Te Aroha the same night. We wish them every happiness. [22, 1225, 164, 1289]
divider [197, 779, 299, 780]
auckland-ship-name: The S.S. KOTUKU. [55, 578, 130, 589]
auckland-text: FROM Auckland every Tuesday. From Te Aroha every Friday. Cargo only. No Transhipping. THORNTON, SMITH, & FIRTH. Agent at Te Aroha— JOHN GIBBONS. [22, 589, 164, 642]
divider [972, 1437, 1074, 1438]
nameplate-and: AND [84, 1005, 102, 1015]
fares-cell: 12s 6d [125, 333, 149, 344]
council-paragraph: No. 4 (165). Clearing and deepening about 98 chains Rotokohu Swamp Road drain. Per chain:—W. Barrett, £1 3s; J. O'Brien, 19s 2d; John Dynes (accepted), £14 12s 6d. [642, 379, 785, 432]
domain-paragraph: Half Holiday: On account of Te Aroha race meeting being held on Saturday next, it was resolved on the motion of the Chairman to close the baths on that day from 12 noon to 6 p.m. This was all the business. [952, 858, 1094, 922]
cablegrams-heading: CABLEGRAMS. [176, 915, 320, 935]
council-paragraph: Loss of Tailings: W. Littlejohn wrote demanding the sum of £3 for tailings washed away by stormwater at Karangahake, owing to the neglected state of the road; and stated he had lost several tons of valuable tailings through the same cause. [642, 1840, 785, 1914]
fares-col-header: Single. [86, 290, 111, 301]
